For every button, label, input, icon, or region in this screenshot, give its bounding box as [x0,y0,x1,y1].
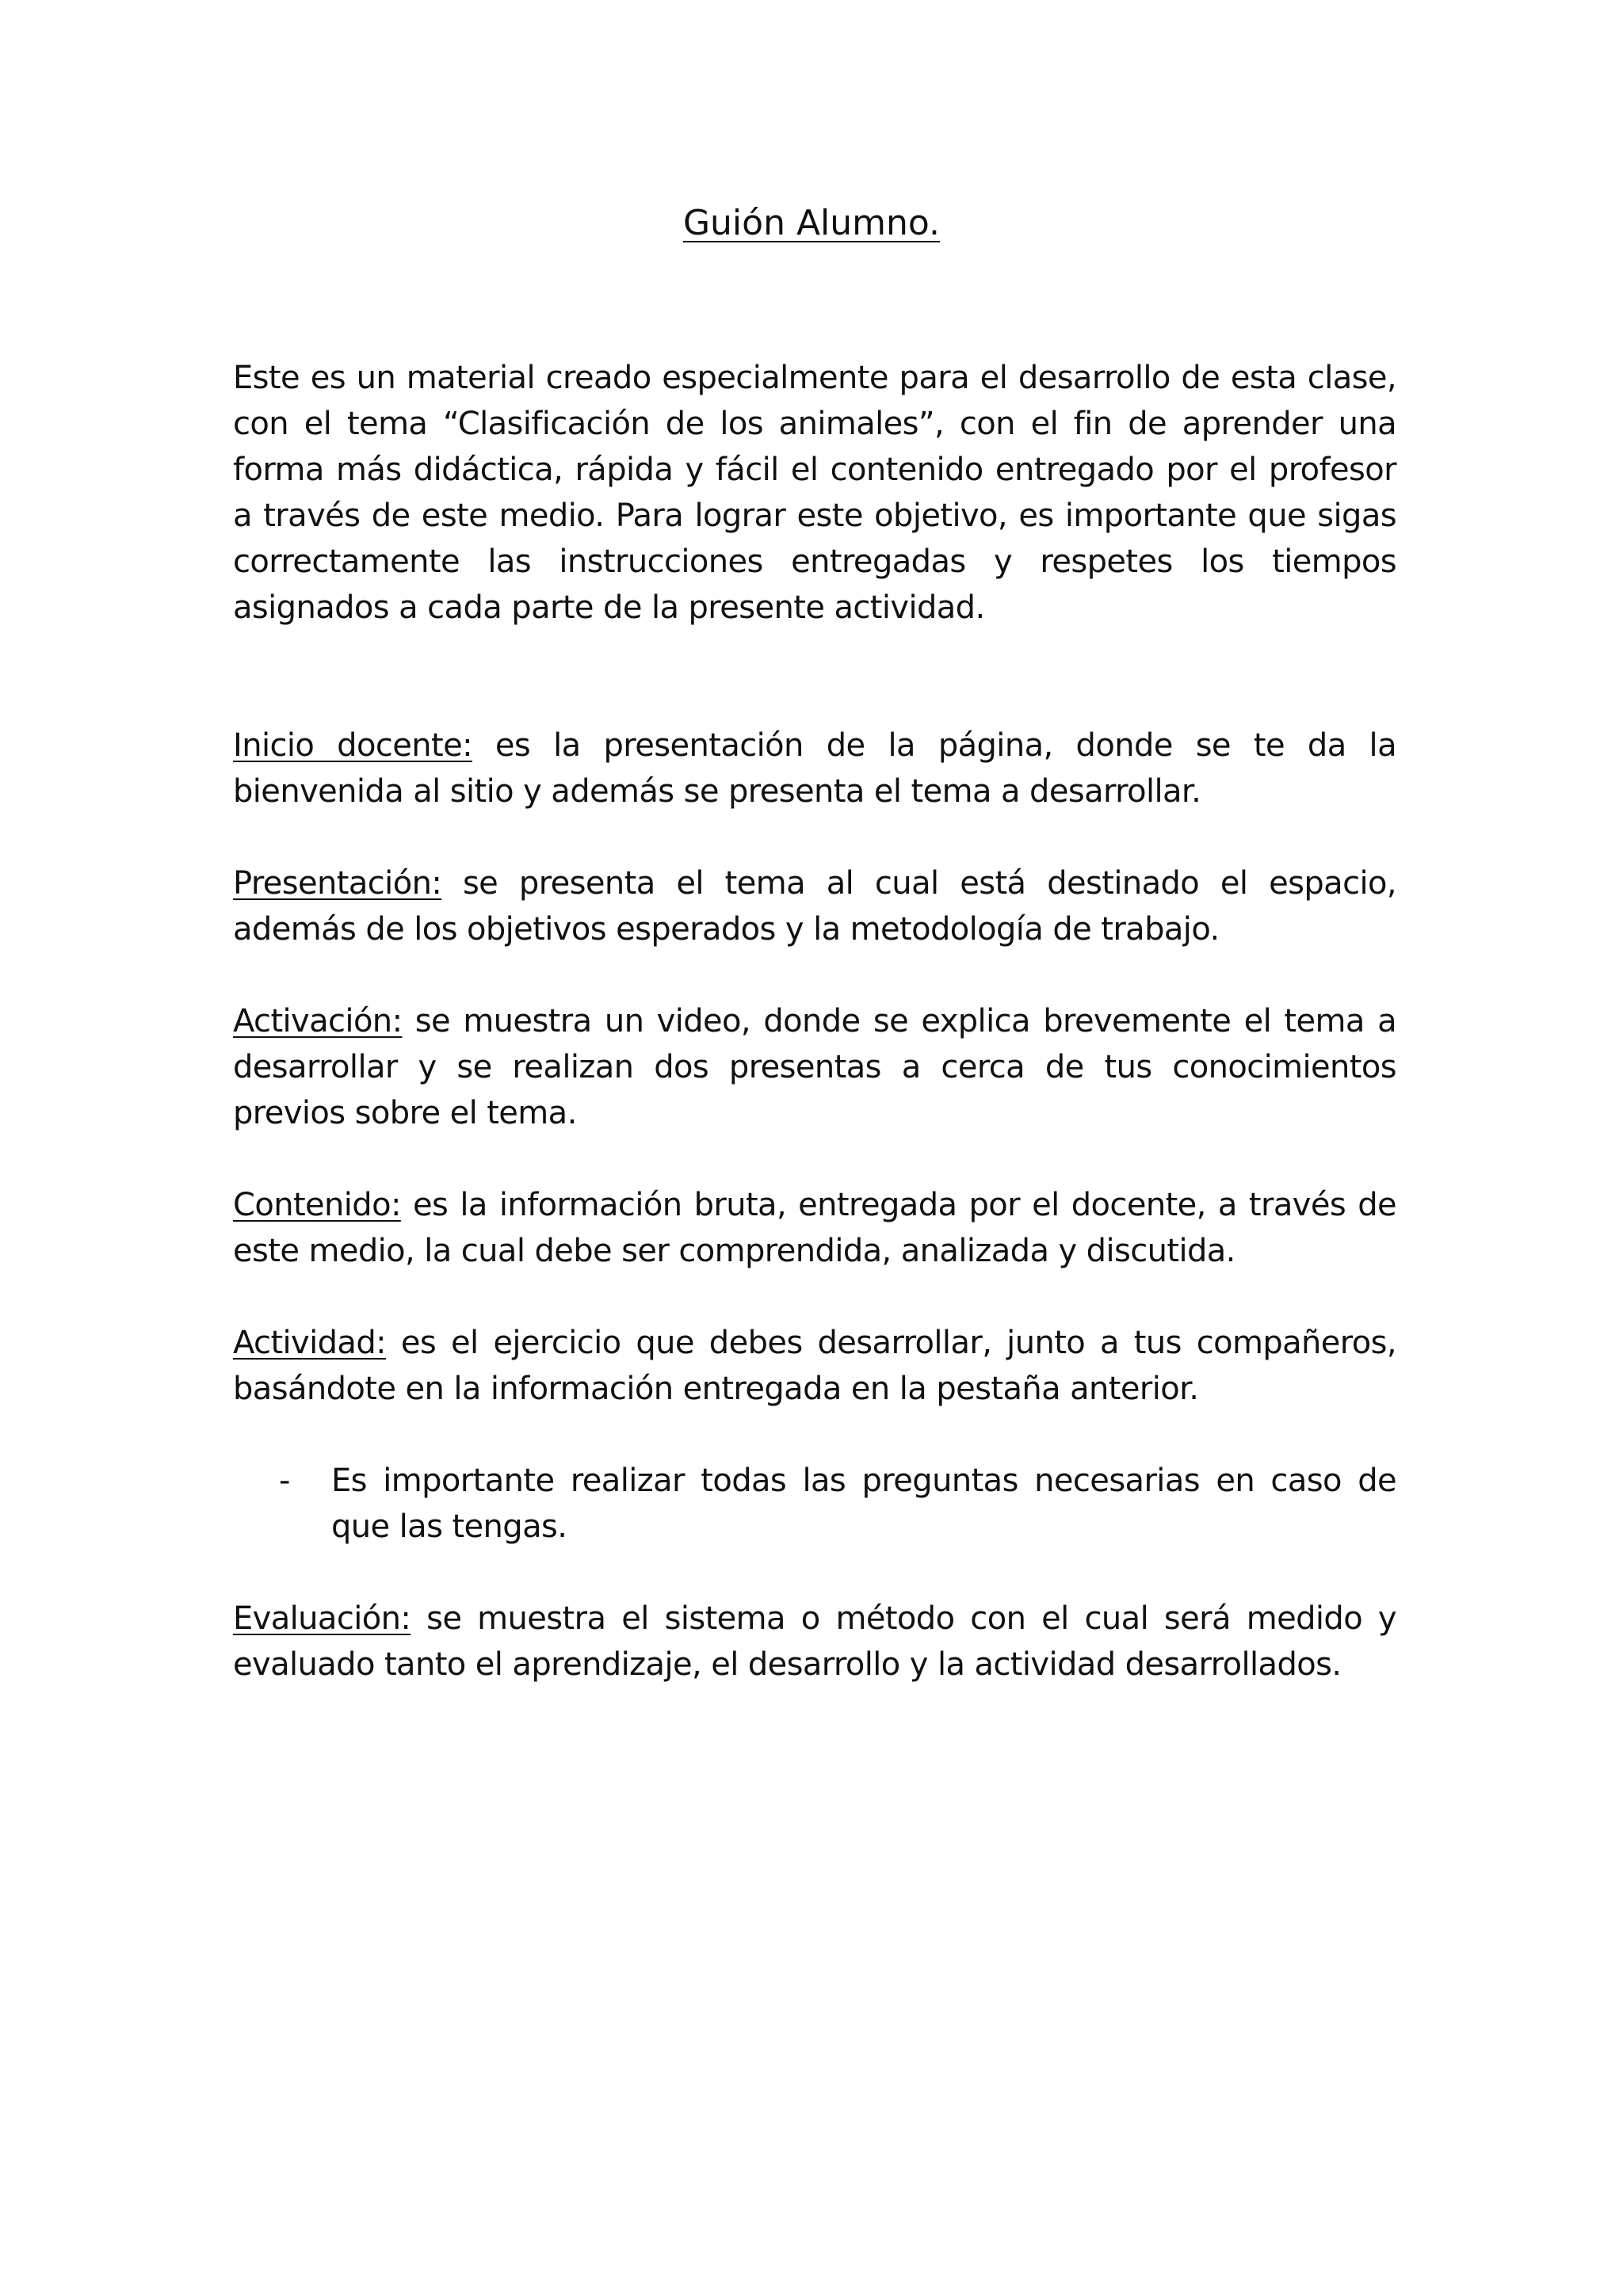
section-text-activacion: se muestra un video, donde se explica brevemente el tema a desarrollar y se realizan dos presentas a cerca de tus conocimientos previos sobre el tema. [233,1003,1396,1131]
section-inicio-docente [233,723,1396,814]
bullet-text: Es importante realizar todas las preguntas necesarias en caso de que las tengas. [331,1463,1396,1545]
bullet-list [233,1458,1396,1550]
section-text-presentacion: se presenta el tema al cual está destinado el espacio, además de los objetivos esperados y la metodología de trabajo. [233,865,1396,948]
document-title: Guión Alumno. [682,203,941,243]
section-label-contenido: Contenido: [233,1187,401,1223]
bullet-dash: - [279,1463,290,1499]
section-label-inicio-docente: Inicio docente: [233,727,472,764]
section-text-actividad: es el ejercicio que debes desarrollar, junto a tus compañeros, basándote en la información entregada en la pestaña anterior. [233,1325,1396,1407]
document-body [233,355,1396,1733]
intro-paragraph: Este es un material creado especialmente para el desarrollo de esta clase, con el tema “Clasificación de los animales”, con el fin de aprender una forma más didáctica, rápida y fácil el contenido entregado por el profesor a través de este medio. Para lograr este objetivo, es importante que sigas correctamente las instrucciones entregadas y respetes los tiempos asignados a cada parte de la presente actividad. [233,360,1396,626]
section-text-evaluacion: se muestra el sistema o método con el cual será medido y evaluado tanto el aprendizaje, el desarrollo y la actividad desarrollados. [233,1600,1396,1683]
section-label-evaluacion: Evaluación: [233,1600,411,1637]
section-activacion [233,998,1396,1136]
section-presentacion [233,860,1396,952]
section-actividad [233,1320,1396,1412]
section-contenido [233,1182,1396,1274]
bullet-item [279,1458,1396,1550]
section-label-presentacion: Presentación: [233,865,442,902]
section-text-inicio-docente: es la presentación de la página, donde se te da la bienvenida al sitio y además se presenta el tema a desarrollar. [233,727,1396,810]
section-evaluacion [233,1596,1396,1688]
section-label-actividad: Actividad: [233,1325,387,1361]
section-text-contenido: es la información bruta, entregada por el docente, a través de este medio, la cual debe ser comprendida, analizada y discutida. [233,1187,1396,1269]
section-label-activacion: Activación: [233,1003,403,1039]
